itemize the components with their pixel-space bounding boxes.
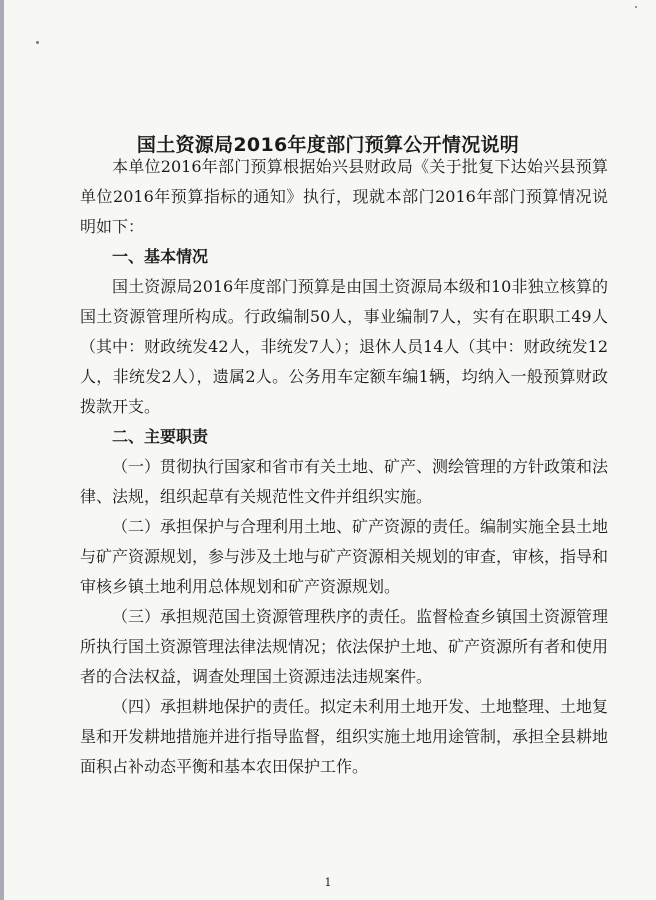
document-body (80, 152, 608, 782)
duty-item-2: （二）承担保护与合理利用土地、矿产资源的责任。编制实施全县土地与矿产资源规划，参与涉及土地与矿产资源相关规划的审查，审核，指导和审核乡镇土地利用总体规划和矿产资源规划。 (80, 517, 609, 596)
duty-item-3: （三）承担规范国土资源管理秩序的责任。监督检查乡镇国土资源管理所执行国土资源管理法律法规情况；依法保护土地、矿产资源所有者和使用者的合法权益，调查处理国土资源违法违规案件。 (80, 607, 609, 686)
section-basic-text: 国土资源局2016年度部门预算是由国土资源局本级和10非独立核算的国土资源管理所构成。行政编制50人，事业编制7人，实有在职职工49人（其中：财政统发42人，非统发7人）；退休人员14人（其中：财政统发12人，非统发2人），遗属2人。公务用车定额车编1辆，均纳入一般预算财政拨款开支。 (80, 277, 608, 416)
document-title: 国土资源局2016年度部门预算公开情况说明 (136, 134, 520, 156)
duty-item-1: （一）贯彻执行国家和省市有关土地、矿产、测绘管理的方针政策和法律、法规，组织起草有关规范性文件并组织实施。 (80, 457, 609, 506)
scan-speck (635, 6, 637, 8)
section-basic-heading: 一、基本情况 (112, 247, 209, 266)
duty-item-4: （四）承担耕地保护的责任。拟定未利用土地开发、土地整理、土地复垦和开发耕地措施并进行指导监督，组织实施土地用途管制，承担全县耕地面积占补动态平衡和基本农田保护工作。 (80, 697, 609, 776)
scan-speck (36, 41, 39, 44)
intro-paragraph: 本单位2016年部门预算根据始兴县财政局《关于批复下达始兴县预算单位2016年预算指标的通知》执行，现就本部门2016年部门预算情况说明如下： (80, 157, 608, 236)
section-duties-heading: 二、主要职责 (112, 427, 209, 446)
page-number: 1 (324, 876, 332, 889)
